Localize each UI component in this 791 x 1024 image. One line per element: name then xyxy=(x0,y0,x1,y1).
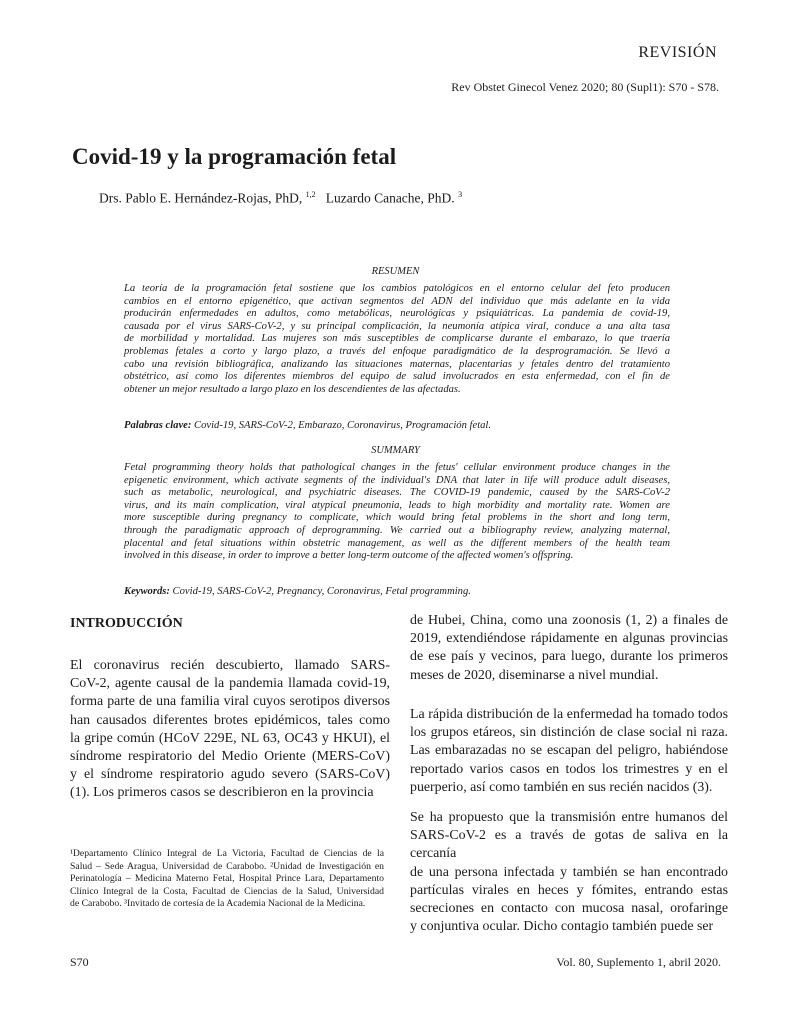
footnote-line: Salud – Sede Aragua, Universidad de Carabobo. ²Unidad de Investigación en xyxy=(70,860,384,872)
body-line: partículas virales en heces y fómites, entrando estas xyxy=(410,882,728,898)
intro-paragraph-2 xyxy=(410,706,728,797)
body-line: de una persona infectada y también se han encontrado xyxy=(410,864,728,880)
section-heading-introduccion: INTRODUCCIÓN xyxy=(70,616,183,631)
body-line: de Hubei, China, como una zoonosis (1, 2) a finales de xyxy=(410,613,728,628)
page-number: S70 xyxy=(70,955,89,969)
body-line: reportado varios casos en todos los trimestres y en el xyxy=(410,761,728,777)
palabras-clave xyxy=(124,420,670,431)
resumen-line: obtener un mejor resultado a largo plazo en los descendientes de las afectadas. xyxy=(124,383,461,395)
summary-text xyxy=(124,462,670,563)
summary-line: more susceptible during pregnancy to complicate, which would bring fetal problems in the short and long term, xyxy=(124,512,670,524)
summary-line: placental and fetal situations within obstetric management, as well as the different members of the health team xyxy=(124,537,670,549)
intro-paragraph-1 xyxy=(70,657,390,803)
body-line: secreciones en contacto con mucosa nasal, orofaringe xyxy=(410,901,728,917)
body-line: La rápida distribución de la enfermedad ha tomado todos xyxy=(410,707,728,722)
palabras-clave-label: Palabras clave: xyxy=(124,420,192,431)
body-line: han causados diferentes brotes epidémicos, tales como xyxy=(70,712,390,728)
body-line: Las embarazadas no se escapan del peligro, habiéndose xyxy=(410,743,728,759)
resumen-line: causada por el virus SARS-CoV-2, y su principal complicación, la neumonía atípica viral, conduce a una alta tasa xyxy=(124,320,670,332)
body-line: síndrome respiratorio del Medio Oriente (MERS-CoV) xyxy=(70,749,390,765)
summary-line: involved in this disease, in order to improve a better long-term outcome of the affected women's offspring. xyxy=(124,550,574,562)
body-line: forma parte de una familia viral cuyos serotipos diversos xyxy=(70,694,390,710)
summary-line: through the paradigmatic approach of deprogramming. We carried out a bibliography review, analyzing maternal, xyxy=(124,524,670,536)
body-line: de ese país y vecinos, para luego, durante los primeros xyxy=(410,649,728,665)
body-line: la gripe común (HCoV 229E, NL 63, OC43 y HKUI), el xyxy=(70,730,390,746)
keywords xyxy=(124,586,670,597)
body-line: puerperio, así como también en sus recién nacidos (3). xyxy=(410,779,713,795)
section-label: REVISIÓN xyxy=(638,44,717,61)
resumen-line: cambios en el entorno epigenético, que activan segmentos del ADN del individuo que más adelante en la vida xyxy=(124,295,670,307)
keywords-list: Covid-19, SARS-CoV-2, Pregnancy, Coronavirus, Fetal programming. xyxy=(169,586,471,597)
authors-first: Drs. Pablo E. Hernández-Rojas, PhD, xyxy=(99,190,303,206)
affiliation-mark-1: 1,2 xyxy=(305,190,316,199)
journal-citation: Rev Obstet Ginecol Venez 2020; 80 (Supl1): S70 - S78. xyxy=(451,80,719,94)
authors xyxy=(99,190,462,207)
body-line: meses de 2020, diseminarse a nivel mundial. xyxy=(410,667,659,683)
summary-line: Fetal programming theory holds that pathological changes in the fetus' cellular environment produce changes in the xyxy=(124,462,670,473)
body-line: Se ha propuesto que la transmisión entre humanos del xyxy=(410,810,728,825)
body-line: 2019, extendiéndose rápidamente en algunas provincias xyxy=(410,631,728,647)
resumen-line: obstétrico, así como los diferentes miembros del equipo de salud involucrados en esta enfermedad, con el fin de xyxy=(124,371,670,383)
volume-info: Vol. 80, Suplemento 1, abril 2020. xyxy=(556,955,721,969)
body-line: los grupos etáreos, sin distinción de clase social ni raza. xyxy=(410,725,728,741)
intro-paragraph-1-cont xyxy=(410,612,728,685)
resumen-line: de morbilidad y mortalidad. Las mujeres son más susceptibles de complicarse durante el embarazo, lo que traería xyxy=(124,333,670,345)
footnote-line: Perinatología – Medicina Materno Fetal, Hospital Prince Lara, Departamento xyxy=(70,873,384,885)
keywords-label: Keywords: xyxy=(124,586,170,597)
affiliations-footnote xyxy=(70,848,384,911)
intro-paragraph-3 xyxy=(410,809,728,936)
footnote-line: ¹Departamento Clínico Integral de La Victoria, Facultad de Ciencias de la xyxy=(70,848,384,859)
authors-second: Luzardo Canache, PhD. xyxy=(325,190,455,206)
summary-line: such as metabolic, neurological, and psychiatric diseases. The COVID-19 pandemic, caused by the SARS-CoV-2 xyxy=(124,487,670,499)
body-line: SARS-CoV-2 es a través de gotas de saliva en la cercanía xyxy=(410,828,728,862)
article-title: Covid-19 y la programación fetal xyxy=(72,144,397,169)
body-line: y conjuntiva ocular. Dicho contagio también puede ser xyxy=(410,919,714,935)
resumen-heading: RESUMEN xyxy=(371,266,420,277)
resumen-line: producirán enfermedades en adultos, como metabólicas, neurológicas y psiquiátricas. La pandemia de covid-19, xyxy=(124,308,670,320)
body-line: El coronavirus recién descubierto, llamado SARS- xyxy=(70,658,390,673)
resumen-line: cabo una revisión bibliográfica, analizando las situaciones maternas, placentarias y fetales dentro del tratamiento xyxy=(124,358,670,370)
body-line: (1). Los primeros casos se describieron en la provincia xyxy=(70,785,374,801)
affiliation-mark-2: 3 xyxy=(458,190,463,199)
body-line: y el síndrome respiratorio agudo severo (SARS-CoV) xyxy=(70,767,390,783)
resumen-line: problemas fetales a corto y largo plazo, a través del enfoque paradigmático de la desprogramación. Se llevó a xyxy=(124,345,670,357)
footnote-line: de Carabobo. ³Invitado de cortesía de la Academia Nacional de la Medicina. xyxy=(70,898,366,910)
summary-line: virus, and its main complication, viral atypical pneumonia, leads to high morbidity and mortality rate. Women are xyxy=(124,499,670,511)
palabras-clave-list: Covid-19, SARS-CoV-2, Embarazo, Coronavirus, Programación fetal. xyxy=(191,420,492,431)
summary-line: epigenetic environment, which activate segments of the individual's DNA that later in life will produce adult diseases, xyxy=(124,474,670,486)
resumen-text xyxy=(124,283,670,396)
summary-heading: SUMMARY xyxy=(371,445,420,456)
body-line: CoV-2, agente causal de la pandemia llamada covid-19, xyxy=(70,676,390,692)
resumen-line: La teoría de la programación fetal sostiene que los cambios patológicos en el entorno celular del feto producen xyxy=(124,283,670,294)
footnote-line: Clínico Integral de la Costa, Facultad de Ciencias de la Salud, Universidad xyxy=(70,885,384,897)
